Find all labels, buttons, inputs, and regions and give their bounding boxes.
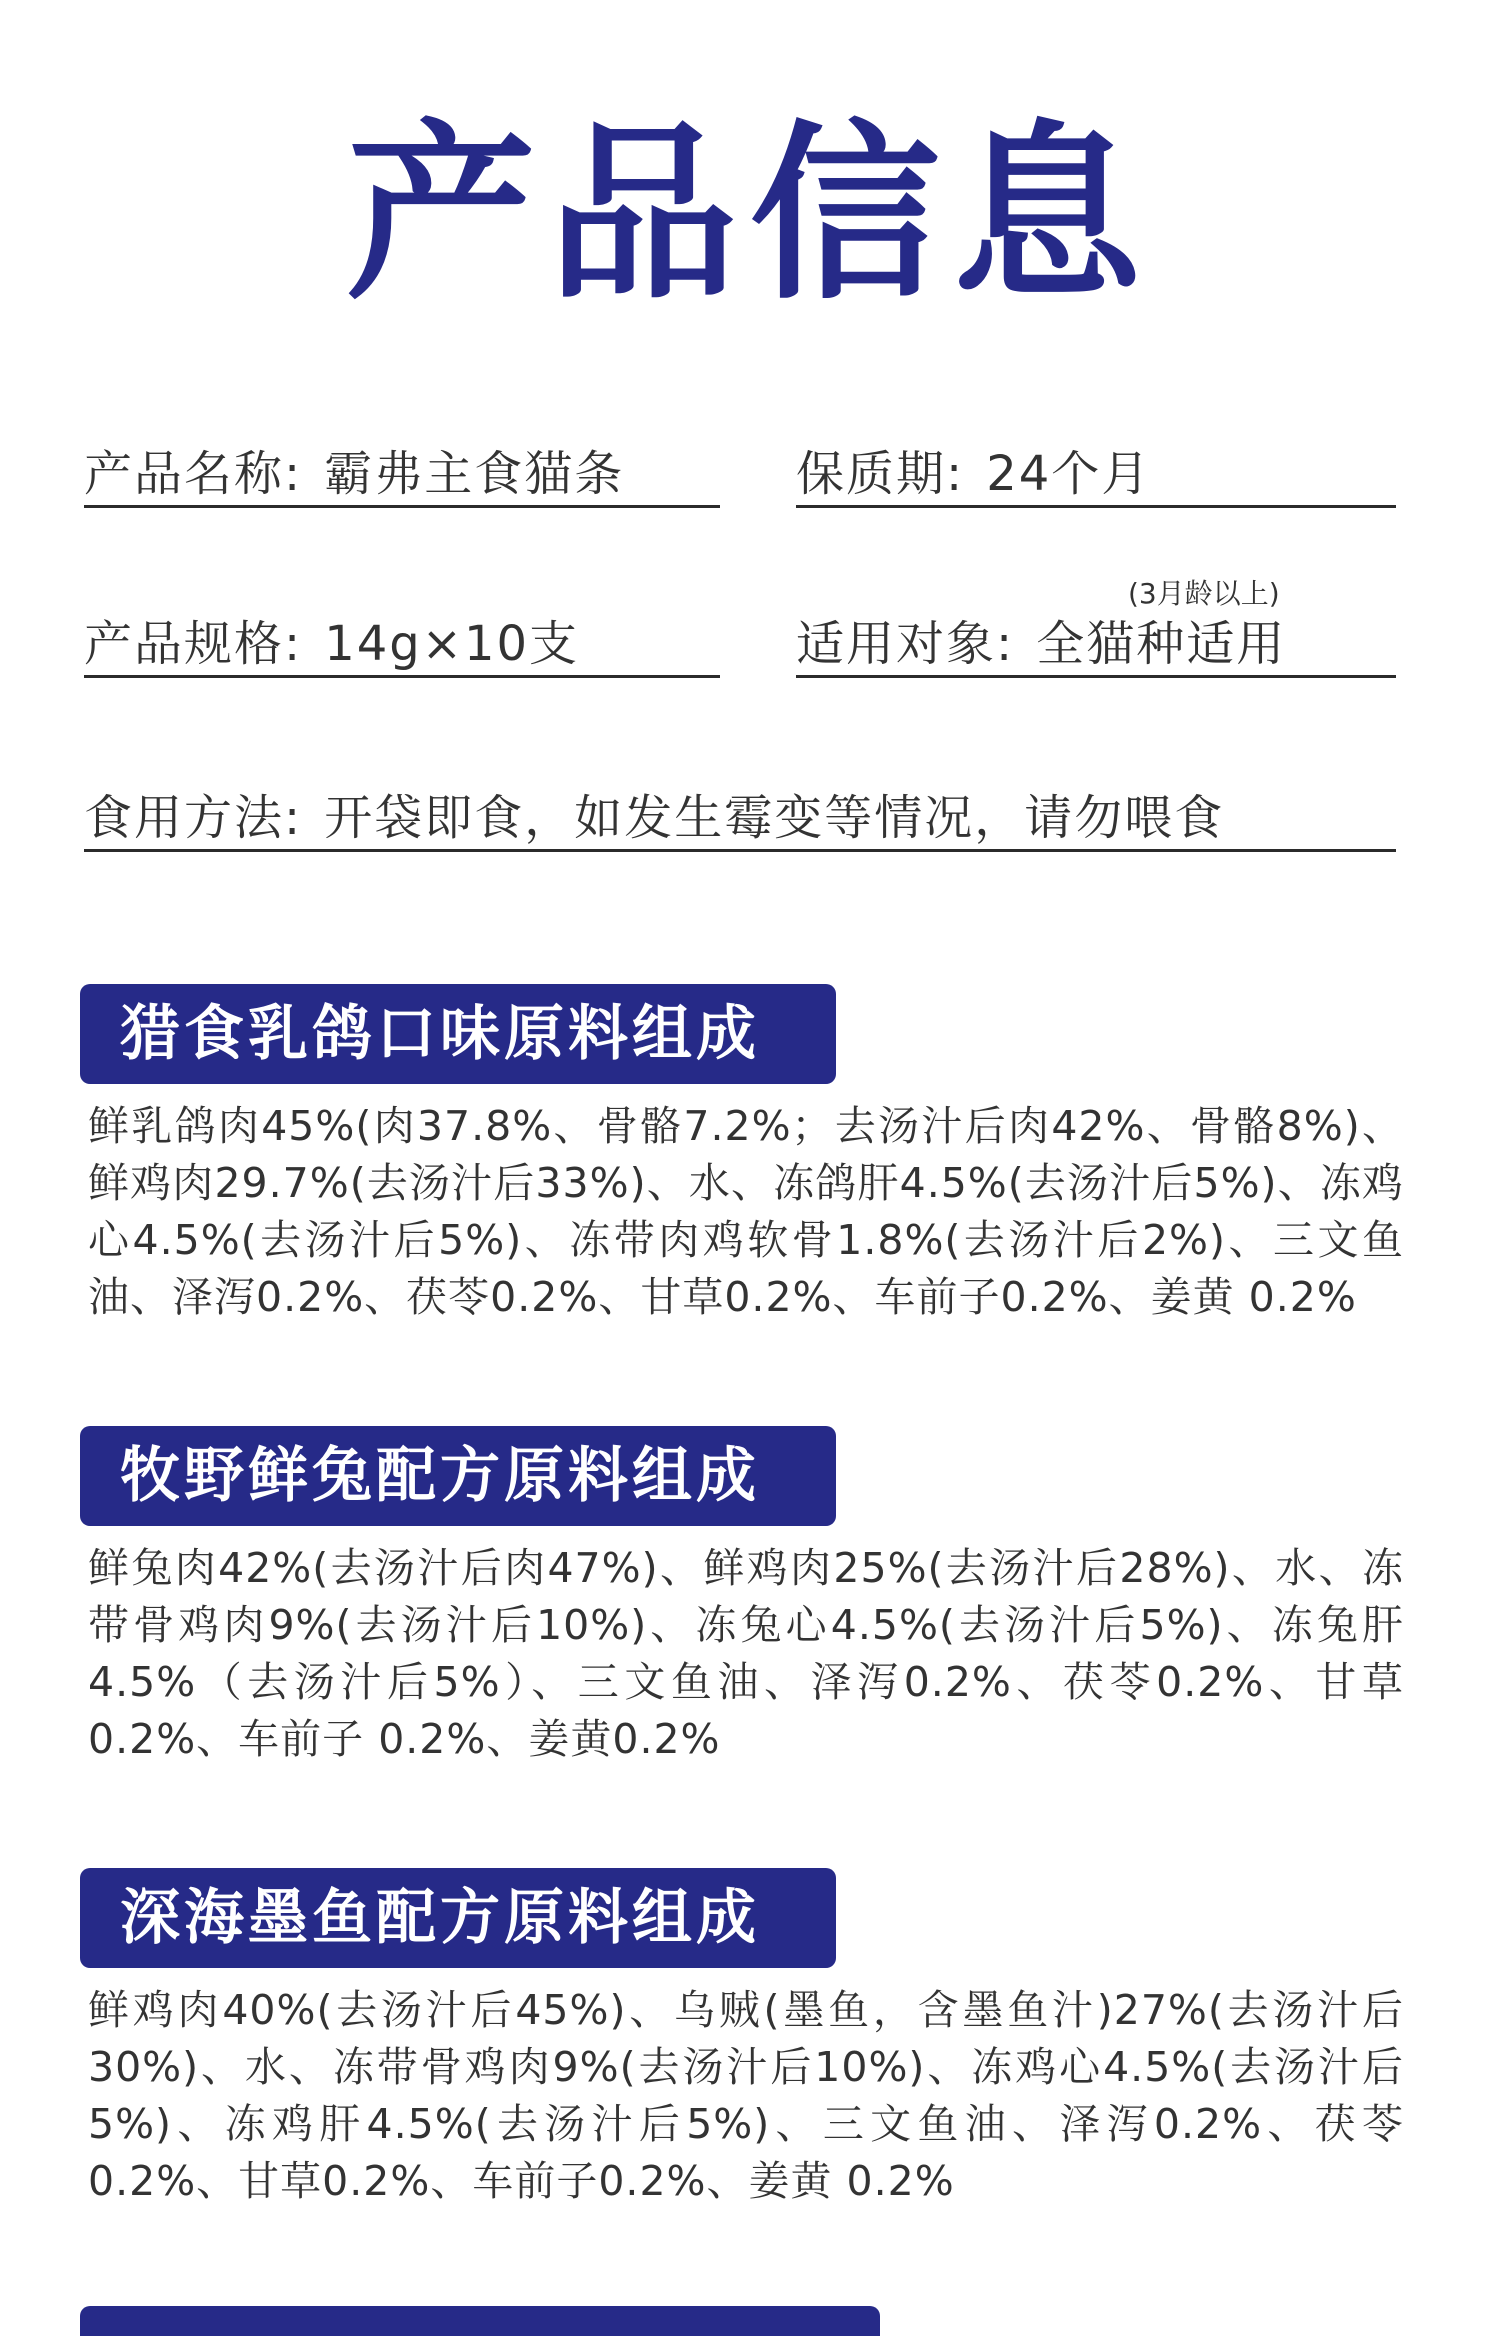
product-name-value: 霸弗主食猫条 (324, 446, 625, 502)
page-title: 产品信息 (345, 104, 1154, 325)
target-audience-label: 适用对象: (796, 616, 1015, 672)
product-spec-value: 14g×10支 (324, 616, 580, 672)
usage-value: 开袋即食，如发生霉变等情况，请勿喂食 (324, 790, 1225, 846)
target-audience-field (796, 604, 1396, 678)
section-label-pigeon: 猎食乳鸽口味原料组成 (80, 984, 836, 1084)
product-name-field (84, 434, 720, 508)
section-text-pigeon: 鲜乳鸽肉45%(肉37.8%、骨骼7.2%；去汤汁后肉42%、骨骼8%)、鲜鸡肉29.7%(去汤汁后33%)、水、冻鸽肝4.5%(去汤汁后5%)、冻鸡心4.5%(去汤汁后5%)、冻带肉鸡软骨1.8%(去汤汁后2%)、三文鱼油、泽泻0.2%、茯苓0.2%、甘草0.2%、车前子0.2%、姜黄 0.2% (88, 1102, 1404, 1321)
next-section-label-edge (80, 2306, 880, 2336)
section-text-rabbit: 鲜兔肉42%(去汤汁后肉47%)、鲜鸡肉25%(去汤汁后28%)、水、冻带骨鸡肉9%(去汤汁后10%)、冻兔心4.5%(去汤汁后5%)、冻兔肝4.5%（去汤汁后5%）、三文鱼油、泽泻0.2%、茯苓0.2%、甘草0.2%、车前子 0.2%、姜黄0.2% (88, 1544, 1404, 1763)
usage-label: 食用方法: (84, 790, 303, 846)
product-spec-label: 产品规格: (84, 616, 303, 672)
product-spec-field (84, 604, 720, 678)
section-text-squid: 鲜鸡肉40%(去汤汁后45%)、乌贼(墨鱼，含墨鱼汁)27%(去汤汁后30%)、水、冻带骨鸡肉9%(去汤汁后10%)、冻鸡心4.5%(去汤汁后5%)、冻鸡肝4.5%(去汤汁后5%)、三文鱼油、泽泻0.2%、茯苓0.2%、甘草0.2%、车前子0.2%、姜黄 0.2% (88, 1986, 1404, 2205)
target-age-note: (3月龄以上) (1128, 577, 1280, 610)
shelf-life-value: 24个月 (986, 446, 1152, 502)
usage-field (84, 778, 1396, 852)
section-label-rabbit: 牧野鲜兔配方原料组成 (80, 1426, 836, 1526)
shelf-life-field (796, 434, 1396, 508)
shelf-life-label: 保质期: (796, 446, 965, 502)
product-name-label: 产品名称: (84, 446, 303, 502)
target-audience-value: 全猫种适用 (1036, 616, 1287, 672)
section-label-squid: 深海墨鱼配方原料组成 (80, 1868, 836, 1968)
